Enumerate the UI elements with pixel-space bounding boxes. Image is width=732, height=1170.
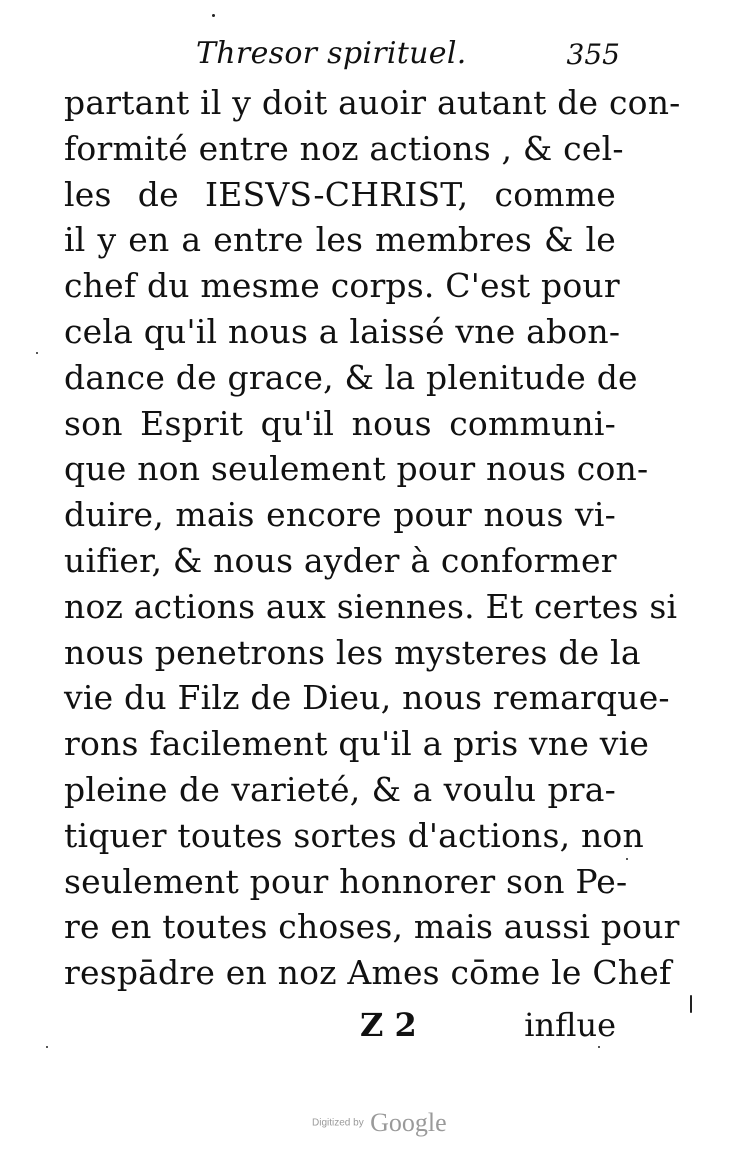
text-line: nous penetrons les mysteres de la (64, 632, 641, 672)
text-line: duire, mais encore pour nous vi- (64, 495, 616, 535)
scan-speck (46, 1046, 48, 1048)
text-line: vie du Filz de Dieu, nous remarque- (64, 678, 670, 718)
text-line: rons facilement qu'il a pris vne vie (64, 724, 650, 764)
scan-speck (598, 1046, 600, 1048)
text-line: tiquer toutes sortes d'actions, non (64, 815, 644, 855)
page-header (196, 36, 620, 80)
watermark-prefix: Digitized by (312, 1117, 364, 1129)
text-line: il y en a entre les membres & le (64, 220, 616, 260)
digitization-watermark (312, 1108, 447, 1138)
text-line: dance de grace, & la plenitude de (64, 357, 638, 397)
watermark-brand: Google (370, 1108, 447, 1137)
text-line: re en toutes choses, mais aussi pour (64, 907, 680, 947)
scan-speck (36, 352, 38, 354)
text-line: noz actions aux siennes. Et certes si (64, 586, 678, 626)
text-line: les de IESVS-CHRIST, comme (64, 174, 616, 214)
footer-catchline (360, 1006, 616, 1046)
scan-speck (212, 14, 215, 17)
body-text (64, 80, 681, 996)
scan-speck (626, 858, 628, 860)
text-line: que non seulement pour nous con- (64, 449, 649, 489)
text-line: cela qu'il nous a laissé vne abon- (64, 311, 621, 351)
text-line: pleine de varieté, & a voulu pra- (64, 769, 616, 809)
text-line: chef du mesme corps. C'est pour (64, 266, 620, 306)
running-title: Thresor spirituel. (196, 36, 467, 71)
text-line: formité entre noz actions , & cel- (64, 128, 624, 168)
signature-mark: Z 2 (360, 1006, 417, 1044)
catchword: influe (524, 1006, 616, 1044)
text-line: seulement pour honnorer son Pe- (64, 861, 628, 901)
text-line: respādre en noz Ames cōme le Chef (64, 953, 672, 993)
scan-speck (690, 995, 692, 1013)
text-line: uifier, & nous ayder à conformer (64, 540, 617, 580)
page-number: 355 (566, 38, 620, 71)
text-line: partant il y doit auoir autant de con- (64, 83, 681, 122)
text-line: son Esprit qu'il nous communi- (64, 403, 616, 443)
